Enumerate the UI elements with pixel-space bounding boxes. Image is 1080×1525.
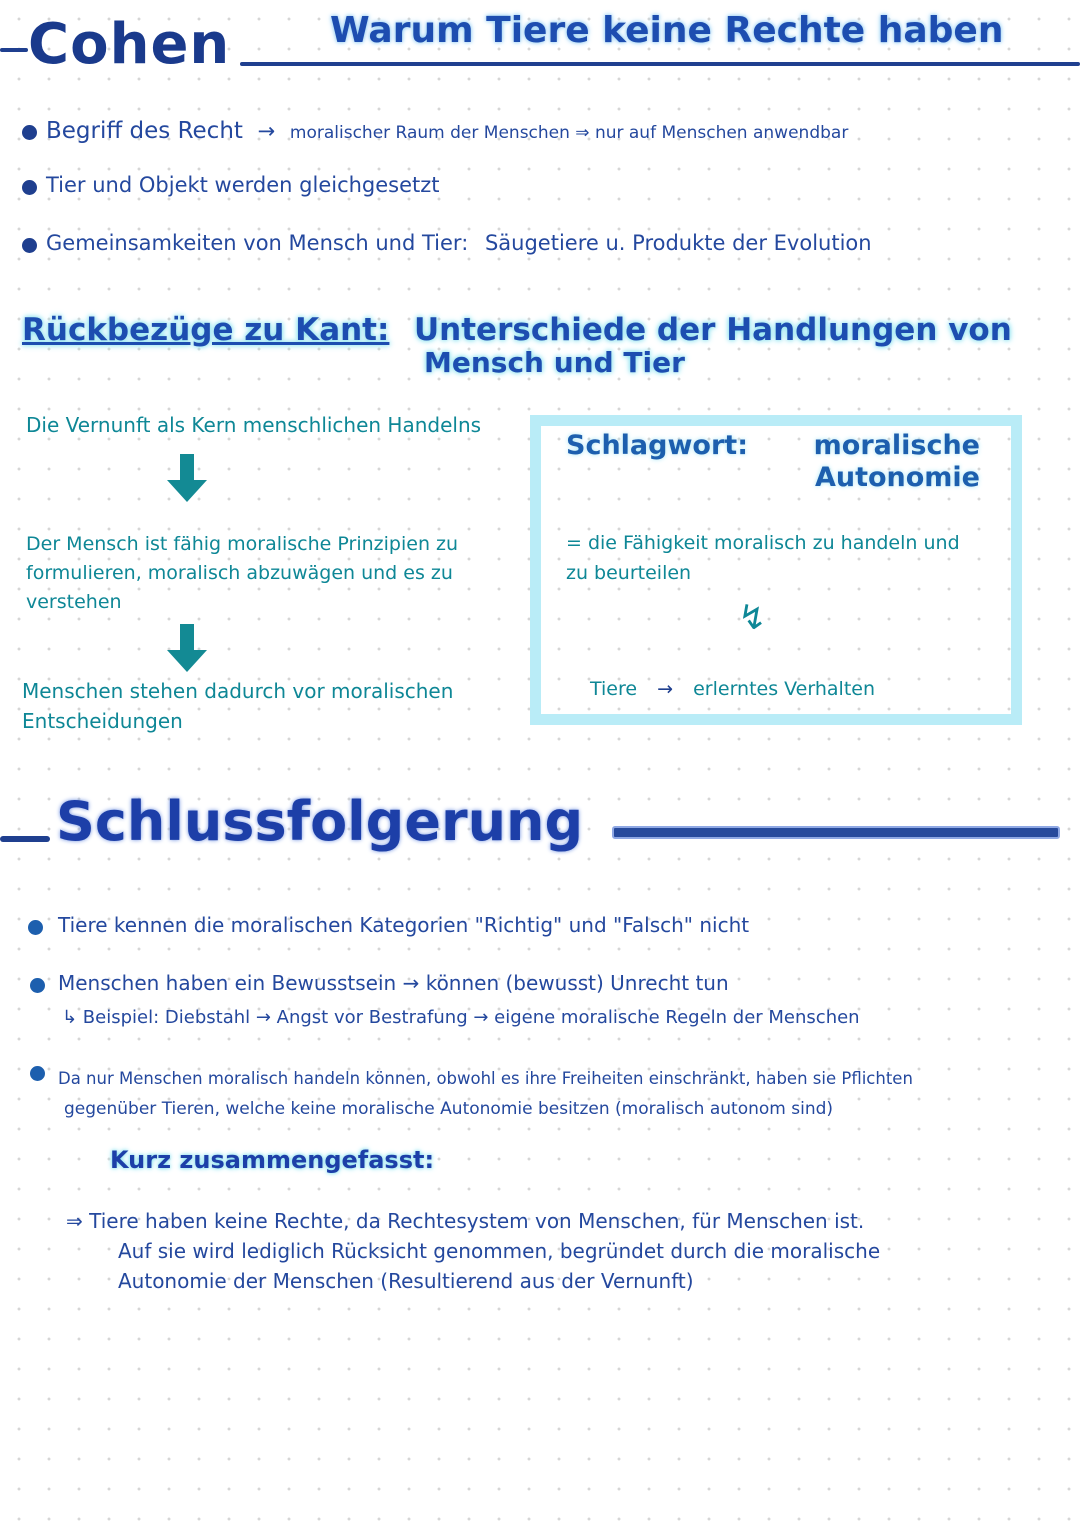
keyword-definition: = die Fähigkeit moralisch zu handeln und zu beurteilen xyxy=(566,532,960,584)
intro-bullet-2: Tier und Objekt werden gleichgesetzt xyxy=(46,173,440,197)
kant-heading-part2: Unterschiede der Handlungen von xyxy=(414,312,1012,348)
intro-bullet-1-label: Begriff des Recht xyxy=(46,118,243,144)
summary-line-1: ⇒ Tiere haben keine Rechte, da Rechtesystem von Menschen, für Menschen ist. xyxy=(66,1209,865,1233)
conclusion-bullet-3: Da nur Menschen moralisch handeln können, obwohl es ihre Freiheiten einschränkt, haben sie Pflichten xyxy=(58,1069,913,1088)
intro-bullet-3-label: Gemeinsamkeiten von Mensch und Tier: xyxy=(46,231,469,255)
conclusion-heading: Schlussfolgerung xyxy=(56,790,584,853)
summary-label: Kurz zusammengefasst: xyxy=(110,1146,435,1174)
animals-row xyxy=(590,674,875,704)
intro-bullet-1 xyxy=(46,116,848,148)
header-rule xyxy=(240,62,1080,66)
keyword-text: moralische Autonomie xyxy=(813,430,980,493)
lightning-icon: ↯ xyxy=(738,598,767,638)
bullet-dot xyxy=(22,238,37,253)
arrow-down-icon xyxy=(180,624,194,672)
intro-bullet-3 xyxy=(46,228,872,258)
summary-line-3: Autonomie der Menschen (Resultierend aus der Vernunft) xyxy=(118,1269,694,1293)
intro-bullet-3-rest: Säugetiere u. Produkte der Evolution xyxy=(484,231,872,255)
arrow-right-icon: → xyxy=(257,119,276,143)
header-left-rule xyxy=(0,48,28,52)
kant-heading-part1: Rückbezüge zu Kant: xyxy=(22,312,390,348)
summary-line-2: Auf sie wird lediglich Rücksicht genommen, begründet durch die moralische xyxy=(118,1239,881,1263)
conclusion-left-rule xyxy=(0,836,50,842)
bullet-dot xyxy=(30,978,45,993)
bullet-dot xyxy=(22,180,37,195)
flow-step-2: Der Mensch ist fähig moralische Prinzipien zu formulieren, moralisch abzuwägen und es zu verstehen xyxy=(26,533,459,613)
kant-heading-part3: Mensch und Tier xyxy=(424,346,685,379)
example-line: ↳ Beispiel: Diebstahl → Angst vor Bestrafung → eigene moralische Regeln der Menschen xyxy=(62,1007,860,1028)
conclusion-bullet-2: Menschen haben ein Bewusstsein → können (bewusst) Unrecht tun xyxy=(58,971,729,995)
animals-label: Tiere xyxy=(590,678,638,700)
arrow-down-icon xyxy=(180,454,194,502)
flow-step-1: Die Vernunft als Kern menschlichen Handelns xyxy=(26,413,482,437)
author-title: Cohen xyxy=(28,12,231,77)
bullet-dot xyxy=(22,125,37,140)
animals-behavior: erlerntes Verhalten xyxy=(693,678,875,700)
conclusion-bullet-1: Tiere kennen die moralischen Kategorien "Richtig" und "Falsch" nicht xyxy=(58,913,750,937)
bullet-dot xyxy=(28,920,43,935)
flow-step-3: Menschen stehen dadurch vor moralischen Entscheidungen xyxy=(22,679,454,733)
intro-bullet-1-rest: moralischer Raum der Menschen ⇒ nur auf Menschen anwendbar xyxy=(289,123,849,143)
conclusion-bullet-3-cont: gegenüber Tieren, welche keine moralische Autonomie besitzen (moralisch autonom sind) xyxy=(64,1099,834,1119)
arrow-right-icon: → xyxy=(657,678,674,700)
keyword-label: Schlagwort: xyxy=(566,430,748,461)
conclusion-rule xyxy=(612,826,1060,839)
bullet-dot xyxy=(30,1066,45,1081)
topic-title: Warum Tiere keine Rechte haben xyxy=(330,10,1004,51)
